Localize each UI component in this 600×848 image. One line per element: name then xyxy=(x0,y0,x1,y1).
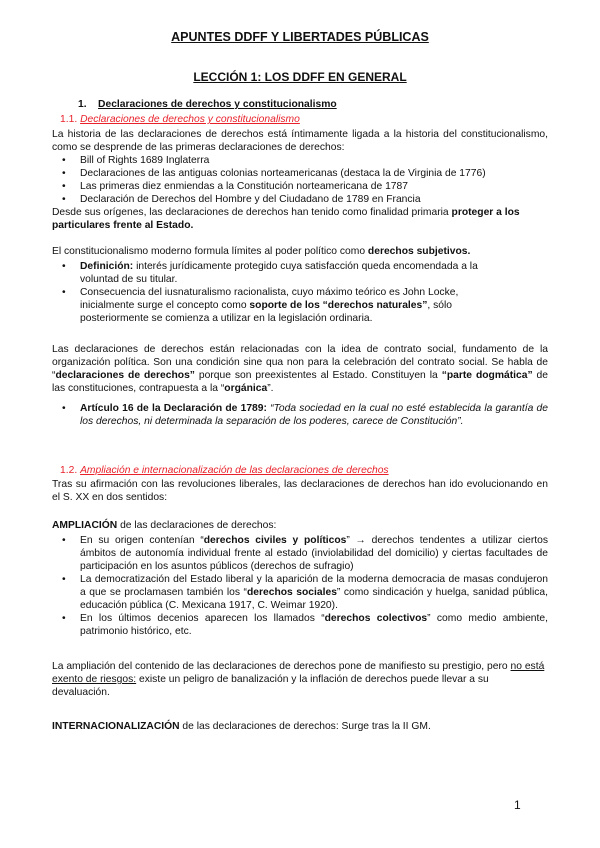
list-item: • Declaración de Derechos del Hombre y del Ciudadano de 1789 en Francia xyxy=(52,193,548,206)
ampliacion-heading xyxy=(52,519,548,532)
paragraph-risks xyxy=(52,660,548,699)
text-span: El constitucionalismo moderno formula límites al poder político como xyxy=(52,246,368,257)
lesson-heading: LECCIÓN 1: LOS DDFF EN GENERAL xyxy=(193,70,407,84)
list-item-article-16 xyxy=(52,402,548,428)
text-span: existe un peligro de banalización y la inflación de derechos puede llevar a su devaluación. xyxy=(52,674,489,698)
page-number: 1 xyxy=(514,798,521,812)
declarations-list xyxy=(52,154,548,206)
underlined-span: no está exento de riesgos: xyxy=(52,661,545,685)
list-item-collective-rights xyxy=(52,612,548,638)
internacionalizacion-paragraph xyxy=(52,720,548,733)
paragraph-subjective-rights xyxy=(52,245,548,258)
subjective-rights-list xyxy=(52,260,512,325)
text-span: ” → derechos tendentes a utilizar ciertos ámbitos de autonomía individual frente al estado (inviolabilidad del domicilio) y ciertas facultades de participación en los asuntos públicos (derechos de sufragio) xyxy=(80,535,548,572)
text-span: Desde sus orígenes, las declaraciones de derechos han tenido como finalidad primaria xyxy=(52,207,452,218)
bold-span: derechos colectivos xyxy=(324,613,428,624)
definition-label: Definición: xyxy=(80,261,134,272)
text-span: de las constituciones, contrapuesta a la “ xyxy=(52,370,548,394)
list-item-consequence xyxy=(52,286,512,325)
subsection-1-2-title: Ampliación e internacionalización de las declaraciones de derechos xyxy=(80,465,389,476)
bold-span: “parte dogmática” xyxy=(441,370,533,381)
document-title: APUNTES DDFF Y LIBERTADES PÚBLICAS xyxy=(171,30,429,44)
text-span: La ampliación del contenido de las declaraciones de derechos pone de manifiesto su prestigio, pero xyxy=(52,661,511,672)
bold-span: proteger a los particulares frente al Estado. xyxy=(52,207,520,231)
section-1-number: 1. xyxy=(78,99,87,110)
text-span: En su origen contenían “ xyxy=(80,535,204,546)
text-span: Consecuencia del iusnaturalismo racionalista, cuyo máximo teórico es John Locke, inicialmente surge el concepto como xyxy=(80,287,459,311)
text-span: de las declaraciones de derechos: Surge tras la II GM. xyxy=(179,721,431,732)
paragraph-social-contract xyxy=(52,343,548,395)
paragraph-history: La historia de las declaraciones de derechos está íntimamente ligada a la historia del constitucionalismo, como se desprende de las primeras declaraciones de derechos: xyxy=(52,129,548,153)
section-1-title: Declaraciones de derechos y constitucionalismo xyxy=(98,99,337,110)
article-16-quote: “Toda sociedad en la cual no esté establecida la garantía de los derechos, ni determinada la separación de los poderes, carece de Constitución”. xyxy=(80,403,548,427)
list-item: • Bill of Rights 1689 Inglaterra xyxy=(52,154,548,167)
text-span: de las declaraciones de derechos: xyxy=(117,520,277,531)
text-span: En los últimos decenios aparecen los llamados “ xyxy=(80,613,325,624)
bold-span: AMPLIACIÓN xyxy=(52,520,118,531)
list-item: • Declaraciones de las antiguas colonias norteamericanas (destaca la de Virginia de 1776) xyxy=(52,167,548,180)
subsection-1-1-number: 1.1. xyxy=(60,114,78,125)
bold-span: soporte de los “derechos naturales” xyxy=(249,300,428,311)
text-span: porque son preexistentes al Estado. Constituyen la xyxy=(194,370,442,381)
text-span: , sólo posteriormente se comienza a utilizar en la legislación ordinaria. xyxy=(80,300,453,324)
paragraph-evolution: Tras su afirmación con las revoluciones liberales, las declaraciones de derechos han ido evolucionando en el S. XX en dos sentidos: xyxy=(52,479,548,503)
paragraph-purpose xyxy=(52,206,548,232)
bold-span: orgánica xyxy=(224,383,268,394)
bold-span: declaraciones de derechos” xyxy=(55,370,195,381)
list-item-social-rights xyxy=(52,573,548,612)
text-span: ”. xyxy=(267,383,274,394)
definition-text: interés jurídicamente protegido cuya satisfacción queda encomendada a la voluntad de su titular. xyxy=(80,261,478,285)
text-span: La democratización del Estado liberal y la aparición de la moderna democracia de masas condujeron a que se proclamasen también los “ xyxy=(80,574,548,598)
subsection-1-2-heading xyxy=(60,464,548,477)
bold-span: derechos sociales xyxy=(246,587,337,598)
list-item-definition xyxy=(52,260,512,286)
bold-span: derechos subjetivos. xyxy=(367,246,471,257)
list-item: • Las primeras diez enmiendas a la Constitución norteamericana de 1787 xyxy=(52,180,548,193)
text-span: ” como medio ambiente, patrimonio histórico, etc. xyxy=(80,613,548,637)
subsection-1-1-title: Declaraciones de derechos y constitucionalismo xyxy=(80,114,300,125)
bold-span: INTERNACIONALIZACIÓN xyxy=(52,721,180,732)
bold-span: derechos civiles y políticos xyxy=(203,535,347,546)
list-item-civil-rights xyxy=(52,534,548,573)
subsection-1-1-heading xyxy=(60,113,548,126)
text-span: Las declaraciones de derechos están relacionadas con la idea de contrato social, fundamento de la organización política. Son una condición sine qua non para la celebración del contrato social. Se habla de “ xyxy=(52,344,548,381)
subsection-1-2-number: 1.2. xyxy=(60,465,78,476)
article-16-list xyxy=(52,402,548,428)
section-1-heading xyxy=(78,98,548,111)
article-16-label: Artículo 16 de la Declaración de 1789: xyxy=(80,403,267,414)
text-span: ” como sindicación y huelga, sanidad pública, educación pública (C. Mexicana 1917, C. Weimar 1920). xyxy=(80,587,548,611)
ampliacion-list xyxy=(52,534,548,638)
